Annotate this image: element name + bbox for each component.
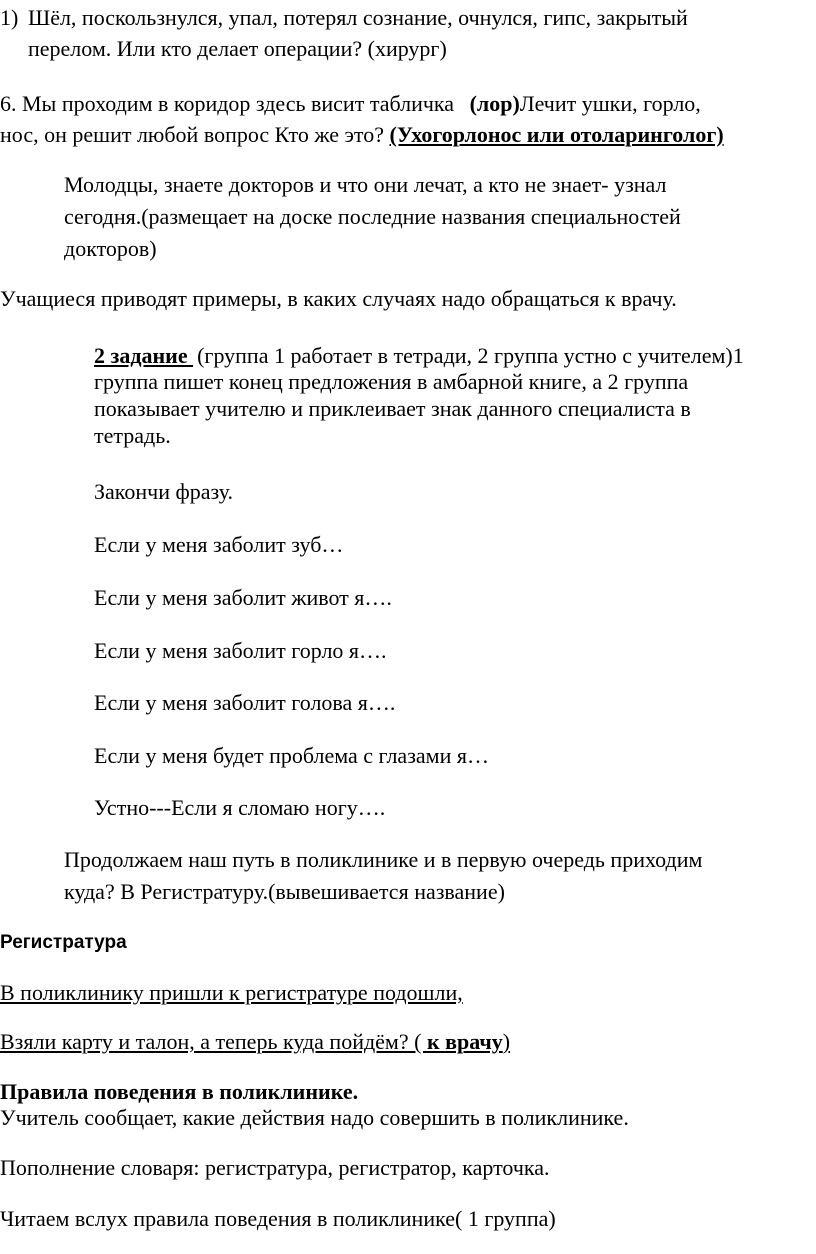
item6-question: нос, он решит любой вопрос Кто же это? [0,122,385,147]
rules-heading: Правила поведения в поликлинике. [0,1079,359,1104]
praise-line1: Молодцы, знаете докторов и что они лечат, а кто не знает- узнал [64,172,667,197]
rules-read: Читаем вслух правила поведения в поликлинике( 1 группа) [0,1206,556,1231]
praise-line2: сегодня.(размещает на доске последние названия специальностей [64,204,681,229]
poem-answer: к врачу [426,1029,503,1054]
item6-answer: (Ухогорлонос или отоларинголог) [389,122,724,147]
continue-line2: куда? В Регистратуру.(вывешивается название) [64,879,505,904]
rules-teacher: Учитель сообщает, какие действия надо совершить в поликлинике. [0,1105,629,1130]
poem-line2-text: Взяли карту и талон, а теперь куда пойдём? ( [0,1029,427,1054]
finish-phrase: Закончи фразу. [94,479,234,504]
continue-line1: Продолжаем наш путь в поликлинике и в первую очередь приходим [64,847,703,872]
list-number: 1) [0,5,19,30]
phrase-item: Если у меня заболит живот я…. [94,585,392,610]
phrase-item: Если у меня будет проблема с глазами я… [94,743,489,768]
task2-line2: группа пишет конец предложения в амбарной книге, а 2 группа [94,369,689,394]
item1-line1: Шёл, поскользнулся, упал, потерял сознание, очнулся, гипс, закрытый [28,5,688,30]
task2-line3: показывает учителю и приклеивает знак данного специалиста в [94,396,691,421]
praise-line3: докторов) [64,236,157,261]
item6-rest: Лечит ушки, горло, [519,91,701,116]
item6-lor: (лор) [469,91,520,116]
phrase-item: Если у меня заболит горло я…. [94,638,387,663]
examples-text: Учащиеся приводят примеры, в каких случаях надо обращаться к врачу. [0,286,677,311]
poem-line2-end: ) [502,1029,511,1054]
phrase-item: Если у меня заболит голова я…. [94,690,396,715]
item6-text: 6. Мы проходим в коридор здесь висит табличка [0,91,455,116]
task2-line4: тетрадь. [94,423,171,448]
phrase-item: Если у меня заболит зуб… [94,532,344,557]
rules-vocab: Пополнение словаря: регистратура, регистратор, карточка. [0,1155,550,1180]
task2-desc: (группа 1 работает в тетради, 2 группа устно с учителем)1 [197,343,744,368]
registry-heading: Регистратура [0,932,127,953]
poem-line2 [0,1026,510,1057]
poem-line1: В поликлинику пришли к регистратуре подошли, [0,980,463,1005]
item1-line2: перелом. Или кто делает операции? (хирург) [28,36,447,61]
item6-line1 [0,88,701,119]
item6-line2 [0,119,724,150]
task2-title: 2 задание [94,343,194,368]
phrase-item: Устно---Если я сломаю ногу…. [94,795,386,820]
